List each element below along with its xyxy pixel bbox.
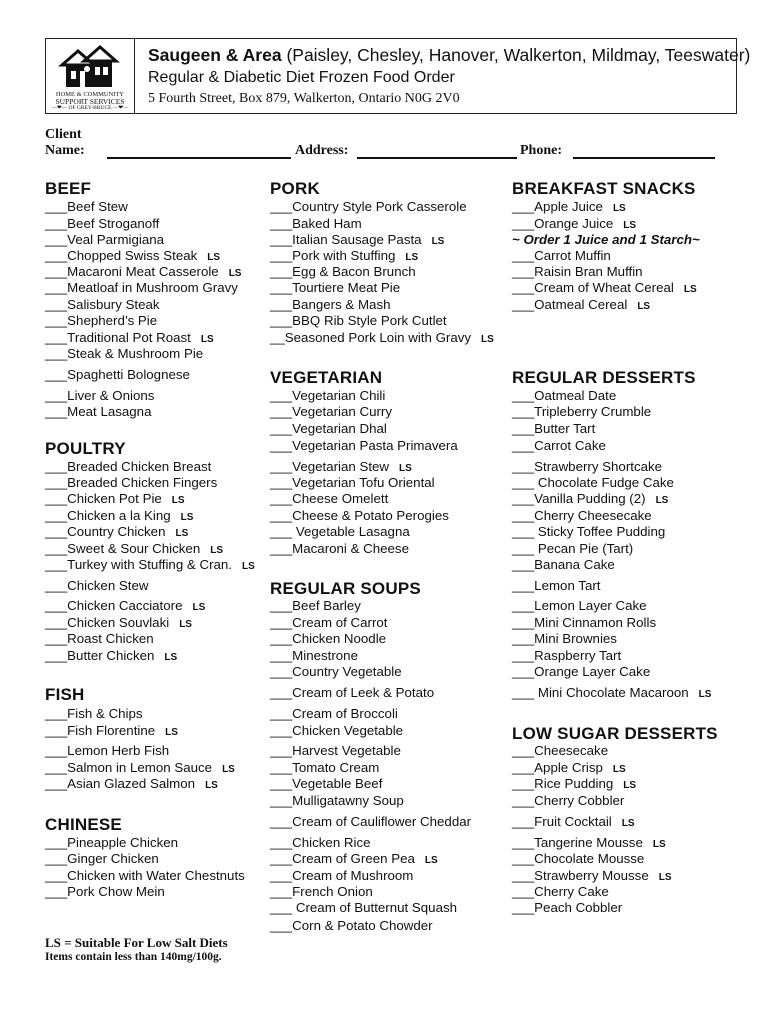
menu-item[interactable]: [270, 264, 416, 280]
menu-item[interactable]: [270, 900, 457, 916]
sodium-note: Items contain less than 140mg/100g.: [45, 951, 222, 963]
low-salt-badge: LS: [175, 528, 189, 539]
menu-item-label: ___Tangerine Mousse: [512, 835, 643, 850]
low-salt-badge: LS: [222, 764, 235, 775]
menu-item-label: ___Lemon Herb Fish: [45, 743, 170, 758]
menu-item-label: ___Meatloaf in Mushroom Gravy: [45, 280, 238, 295]
menu-item[interactable]: [270, 868, 413, 884]
low-salt-badge: LS: [171, 495, 185, 506]
title-towns: (Paisley, Chesley, Hanover, Walkerton, Mildmay, Teeswater): [281, 45, 751, 65]
menu-item-label: ___BBQ Rib Style Pork Cutlet: [270, 313, 447, 328]
menu-item[interactable]: [45, 557, 255, 575]
menu-item-label: ___Beef Barley: [270, 598, 361, 613]
menu-item-label: ___Carrot Cake: [512, 438, 606, 453]
menu-item-label: ___Cherry Cobbler: [512, 793, 625, 808]
menu-item[interactable]: [512, 884, 609, 900]
menu-item[interactable]: [512, 404, 651, 420]
menu-item-label: ___Vegetarian Curry: [270, 404, 392, 419]
low-salt-badge: LS: [399, 463, 412, 474]
menu-item-label: ___Chicken Noodle: [270, 631, 387, 646]
menu-item-label: ___Country Vegetable: [270, 664, 402, 679]
menu-item-label: ___Vegetarian Chili: [270, 388, 386, 403]
menu-item[interactable]: [270, 760, 379, 776]
menu-item-label: ___Italian Sausage Pasta: [270, 232, 422, 247]
menu-item[interactable]: [512, 541, 633, 557]
menu-item[interactable]: [45, 367, 190, 383]
menu-item-label: ___Spaghetti Bolognese: [45, 367, 190, 382]
menu-item-label: ___Meat Lasagna: [45, 404, 152, 419]
ls-legend: LS = Suitable For Low Salt Diets: [45, 935, 228, 950]
menu-item-label: ___Traditional Pot Roast: [45, 330, 191, 345]
menu-item-label: ___Fish & Chips: [45, 706, 143, 721]
phone-label: Phone:: [520, 143, 562, 158]
address-label: Address:: [295, 143, 349, 158]
menu-item[interactable]: [270, 216, 362, 232]
menu-item-label: ___Chicken Pot Pie: [45, 491, 162, 506]
menu-item[interactable]: [512, 664, 650, 680]
low-salt-badge: LS: [623, 220, 637, 231]
menu-item-label: ___Cheesecake: [512, 743, 609, 758]
low-salt-badge: LS: [180, 512, 194, 523]
menu-item-label: ___Fruit Cocktail: [512, 814, 612, 829]
menu-item[interactable]: [270, 851, 438, 869]
menu-item-label: ___Chicken a la King: [45, 508, 171, 523]
low-salt-badge: LS: [698, 689, 712, 700]
mailing-address: 5 Fourth Street, Box 879, Walkerton, Ontario N0G 2V0: [148, 91, 460, 106]
menu-item[interactable]: [270, 199, 467, 215]
menu-item-label: ___Tripleberry Crumble: [512, 404, 652, 419]
section-heading-fish: FISH: [45, 685, 85, 704]
menu-item-label: ___Pork Chow Mein: [45, 884, 165, 899]
menu-item[interactable]: [270, 404, 392, 420]
menu-item[interactable]: [512, 578, 600, 594]
menu-item[interactable]: [270, 438, 458, 454]
menu-item-label: ___Beef Stroganoff: [45, 216, 160, 231]
menu-item[interactable]: [45, 631, 154, 647]
menu-item-label: ___Vegetarian Pasta Primavera: [270, 438, 458, 453]
low-salt-badge: LS: [431, 236, 445, 247]
low-salt-badge: LS: [200, 334, 214, 345]
section-heading-breakfast-snacks: BREAKFAST SNACKS: [512, 179, 696, 198]
menu-item[interactable]: [512, 232, 700, 248]
menu-item-label: ___Apple Juice: [512, 199, 603, 214]
menu-item[interactable]: [270, 706, 398, 722]
menu-item-label: ~ Order 1 Juice and 1 Starch~: [512, 232, 700, 247]
menu-item-label: ___Cherry Cake: [512, 884, 609, 899]
menu-item-label: ___Mini Cinnamon Rolls: [512, 615, 657, 630]
menu-item[interactable]: [512, 743, 608, 759]
menu-item[interactable]: [512, 475, 674, 491]
menu-item-label: ___Macaroni & Cheese: [270, 541, 409, 556]
low-salt-badge: LS: [621, 818, 635, 829]
menu-item-label: ___Strawberry Mousse: [512, 868, 649, 883]
menu-item[interactable]: [270, 743, 401, 759]
menu-item[interactable]: [512, 615, 656, 631]
low-salt-badge: LS: [210, 545, 224, 556]
menu-item[interactable]: [45, 232, 164, 248]
low-salt-badge: LS: [242, 561, 255, 572]
menu-item[interactable]: [512, 776, 636, 794]
menu-item[interactable]: [270, 776, 382, 792]
menu-item[interactable]: [45, 404, 151, 420]
menu-item-label: ___Pork with Stuffing: [270, 248, 396, 263]
menu-item-label: ___ Mini Chocolate Macaroon: [512, 685, 689, 700]
section-heading-chinese: CHINESE: [45, 815, 122, 834]
menu-item[interactable]: [512, 851, 644, 867]
menu-item-label: ___Liver & Onions: [45, 388, 155, 403]
menu-item-label: ___Bangers & Mash: [270, 297, 391, 312]
section-heading-pork: PORK: [270, 179, 320, 198]
houses-icon: [58, 43, 122, 89]
address-field[interactable]: [357, 143, 517, 158]
section-heading-regular-soups: REGULAR SOUPS: [270, 579, 421, 598]
menu-item[interactable]: [45, 868, 245, 884]
section-heading-regular-desserts: REGULAR DESSERTS: [512, 368, 696, 387]
menu-item[interactable]: [45, 524, 188, 542]
menu-item[interactable]: [45, 313, 157, 329]
menu-item-label: ___Cream of Carrot: [270, 615, 388, 630]
menu-item-label: ___Turkey with Stuffing & Cran.: [45, 557, 232, 572]
menu-item-label: ___Butter Chicken: [45, 648, 155, 663]
menu-item-label: ___Country Chicken: [45, 524, 166, 539]
menu-item-label: ___French Onion: [270, 884, 373, 899]
menu-item-label: ___Harvest Vegetable: [270, 743, 401, 758]
menu-item[interactable]: [512, 199, 626, 217]
name-label: Name:: [45, 143, 85, 158]
low-salt-badge: LS: [612, 203, 626, 214]
menu-item-label: ___Beef Stew: [45, 199, 128, 214]
low-salt-badge: LS: [424, 855, 438, 866]
low-salt-badge: LS: [405, 252, 419, 263]
menu-item[interactable]: [270, 388, 385, 404]
menu-item[interactable]: [512, 557, 615, 573]
menu-item[interactable]: [45, 648, 177, 666]
low-salt-badge: LS: [164, 652, 178, 663]
menu-item[interactable]: [512, 631, 617, 647]
menu-item-label: ___Cream of Broccoli: [270, 706, 398, 721]
menu-item[interactable]: [512, 793, 624, 809]
low-salt-badge: LS: [652, 839, 666, 850]
menu-item-label: ___Strawberry Shortcake: [512, 459, 663, 474]
menu-item-label: ___Baked Ham: [270, 216, 362, 231]
logo-text-line1: HOME & COMMUNITY: [55, 91, 125, 98]
menu-item-label: ___Ginger Chicken: [45, 851, 159, 866]
menu-item[interactable]: [45, 459, 211, 475]
menu-item-label: ___Asian Glazed Salmon: [45, 776, 196, 791]
menu-item[interactable]: [270, 685, 434, 701]
menu-item[interactable]: [512, 248, 611, 264]
menu-item[interactable]: [512, 685, 711, 703]
menu-item-label: ___Minestrone: [270, 648, 358, 663]
menu-item-label: ___Vegetarian Tofu Oriental: [270, 475, 435, 490]
menu-item-label: ___Chocolate Mousse: [512, 851, 645, 866]
menu-item-label: ___Breaded Chicken Fingers: [45, 475, 218, 490]
menu-item[interactable]: [512, 421, 595, 437]
document-subtitle: Regular & Diabetic Diet Frozen Food Order: [148, 69, 455, 86]
menu-item-label: ___Steak & Mushroom Pie: [45, 346, 204, 361]
menu-item-label: ___Raspberry Tart: [512, 648, 622, 663]
menu-item-label: ___Chicken Rice: [270, 835, 371, 850]
menu-item-label: ___Vegetarian Stew: [270, 459, 390, 474]
low-salt-badge: LS: [228, 268, 242, 279]
menu-item-label: ___Salmon in Lemon Sauce: [45, 760, 213, 775]
menu-item[interactable]: [270, 421, 387, 437]
menu-item[interactable]: [512, 814, 635, 832]
menu-item-label: ___Lemon Tart: [512, 578, 601, 593]
menu-item[interactable]: [512, 438, 606, 454]
menu-item-label: ___Chicken Stew: [45, 578, 149, 593]
menu-item[interactable]: [45, 297, 160, 313]
menu-item[interactable]: [270, 508, 449, 524]
organization-logo: [46, 39, 135, 113]
low-salt-badge: LS: [481, 334, 494, 345]
menu-item-label: ___Fish Florentine: [45, 723, 156, 738]
name-field[interactable]: [107, 143, 291, 158]
menu-item-label: ___Cream of Wheat Cereal: [512, 280, 674, 295]
menu-item[interactable]: [270, 648, 358, 664]
section-heading-beef: BEEF: [45, 179, 92, 198]
menu-item-label: ___ Vegetable Lasagna: [270, 524, 410, 539]
menu-item[interactable]: [270, 313, 447, 329]
menu-item[interactable]: [45, 199, 128, 215]
menu-item-label: ___Shepherd’s Pie: [45, 313, 158, 328]
menu-item[interactable]: [45, 280, 238, 296]
menu-item[interactable]: [45, 706, 143, 722]
menu-item-label: ___Oatmeal Cereal: [512, 297, 628, 312]
phone-field[interactable]: [573, 143, 715, 158]
menu-item[interactable]: [270, 814, 471, 830]
menu-item-label: ___Cheese Omelett: [270, 491, 389, 506]
menu-item-label: ___Carrot Muffin: [512, 248, 611, 263]
menu-item[interactable]: [270, 297, 390, 313]
menu-item[interactable]: [270, 835, 371, 851]
menu-item-label: ___Orange Juice: [512, 216, 614, 231]
menu-item[interactable]: [45, 491, 185, 509]
menu-item-label: ___Chicken Cacciatore: [45, 598, 183, 613]
menu-item-label: ___Lemon Layer Cake: [512, 598, 647, 613]
menu-item[interactable]: [512, 508, 652, 524]
menu-item[interactable]: [512, 900, 622, 916]
menu-item-label: ___Chopped Swiss Steak: [45, 248, 198, 263]
menu-item[interactable]: [512, 648, 621, 664]
menu-item[interactable]: [45, 851, 159, 867]
title-bold: Saugeen & Area: [148, 45, 282, 65]
menu-item-label: ___Mulligatawny Soup: [270, 793, 404, 808]
menu-item[interactable]: [270, 491, 388, 507]
menu-item-label: ___Orange Layer Cake: [512, 664, 651, 679]
low-salt-badge: LS: [207, 252, 221, 263]
low-salt-badge: LS: [655, 495, 669, 506]
menu-item-label: ___Egg & Bacon Brunch: [270, 264, 416, 279]
menu-item[interactable]: [45, 578, 148, 594]
menu-item[interactable]: [45, 743, 169, 759]
menu-item[interactable]: [270, 884, 373, 900]
menu-item[interactable]: [512, 598, 647, 614]
menu-item-label: ___Chicken with Water Chestnuts: [45, 868, 245, 883]
menu-item[interactable]: [45, 346, 203, 362]
logo-text-line2: SUPPORT SERVICES: [55, 97, 125, 106]
logo-text-line3: —❤— OF GREY-BRUCE —❤—: [51, 105, 129, 111]
section-heading-low-sugar-desserts: LOW SUGAR DESSERTS: [512, 724, 718, 743]
menu-item[interactable]: [45, 776, 218, 794]
menu-item[interactable]: [270, 918, 433, 934]
section-heading-vegetarian: VEGETARIAN: [270, 368, 383, 387]
menu-item-label: ___Breaded Chicken Breast: [45, 459, 212, 474]
menu-item[interactable]: [270, 475, 435, 491]
menu-item[interactable]: [512, 524, 665, 540]
low-salt-badge: LS: [623, 780, 637, 791]
menu-item[interactable]: [512, 264, 643, 280]
menu-item-label: ___Corn & Potato Chowder: [270, 918, 433, 933]
menu-item-label: ___Apple Crisp: [512, 760, 603, 775]
menu-item[interactable]: [45, 216, 159, 232]
menu-item-label: ___Vegetable Beef: [270, 776, 383, 791]
menu-item[interactable]: [270, 524, 410, 540]
menu-item-label: ___ Chocolate Fudge Cake: [512, 475, 674, 490]
document-title: [148, 45, 750, 66]
low-salt-badge: LS: [612, 764, 626, 775]
menu-item[interactable]: [270, 793, 404, 809]
menu-item-label: ___Tourtiere Meat Pie: [270, 280, 401, 295]
low-salt-badge: LS: [165, 727, 178, 738]
client-label: Client: [45, 127, 82, 142]
menu-item-label: ___Tomato Cream: [270, 760, 380, 775]
menu-item[interactable]: [512, 297, 650, 315]
menu-item-label: ___ Cream of Butternut Squash: [270, 900, 458, 915]
menu-item-label: ___Cream of Cauliflower Cheddar: [270, 814, 472, 829]
menu-item-label: ___Butter Tart: [512, 421, 596, 436]
menu-item[interactable]: [270, 330, 494, 348]
menu-item[interactable]: [270, 280, 400, 296]
menu-item-label: ___Rice Pudding: [512, 776, 614, 791]
menu-item-label: ___Cream of Green Pea: [270, 851, 415, 866]
menu-item-label: ___ Sticky Toffee Pudding: [512, 524, 666, 539]
menu-item-label: ___Mini Brownies: [512, 631, 617, 646]
menu-item-label: ___Cream of Mushroom: [270, 868, 414, 883]
menu-item-label: ___Cheese & Potato Perogies: [270, 508, 449, 523]
menu-item-label: ___Peach Cobbler: [512, 900, 623, 915]
menu-item-label: ___Banana Cake: [512, 557, 615, 572]
menu-item[interactable]: [512, 280, 697, 298]
menu-item-label: ___Veal Parmigiana: [45, 232, 165, 247]
menu-item[interactable]: [270, 598, 361, 614]
menu-item-label: ___Raisin Bran Muffin: [512, 264, 643, 279]
menu-item[interactable]: [45, 723, 178, 741]
menu-item-label: ___Pineapple Chicken: [45, 835, 179, 850]
menu-item[interactable]: [270, 723, 403, 739]
menu-item[interactable]: [45, 475, 217, 491]
low-salt-badge: LS: [683, 284, 697, 295]
menu-item[interactable]: [45, 598, 205, 616]
menu-item[interactable]: [512, 388, 616, 404]
menu-item-label: ___Macaroni Meat Casserole: [45, 264, 219, 279]
menu-item-label: ___Chicken Souvlaki: [45, 615, 170, 630]
menu-item-label: ___Roast Chicken: [45, 631, 154, 646]
menu-item[interactable]: [270, 631, 386, 647]
menu-item[interactable]: [270, 541, 409, 557]
menu-item-label: ___Salisbury Steak: [45, 297, 160, 312]
low-salt-badge: LS: [192, 602, 206, 613]
low-salt-badge: LS: [205, 780, 218, 791]
menu-item[interactable]: [270, 615, 388, 631]
low-salt-badge: LS: [658, 872, 672, 883]
section-heading-poultry: POULTRY: [45, 439, 126, 458]
header-box: [45, 38, 751, 114]
low-salt-badge: LS: [179, 619, 192, 630]
menu-item-label: ___ Pecan Pie (Tart): [512, 541, 634, 556]
menu-item[interactable]: [512, 459, 662, 475]
menu-item-label: ___Cream of Leek & Potato: [270, 685, 435, 700]
menu-item-label: ___Chicken Vegetable: [270, 723, 404, 738]
menu-item[interactable]: [45, 835, 178, 851]
menu-item-label: ___Vanilla Pudding (2): [512, 491, 646, 506]
menu-item[interactable]: [45, 884, 165, 900]
menu-item[interactable]: [512, 491, 668, 509]
menu-item-label: ___Vegetarian Dhal: [270, 421, 387, 436]
menu-item[interactable]: [45, 388, 154, 404]
menu-item-label: ___Sweet & Sour Chicken: [45, 541, 201, 556]
low-salt-badge: LS: [637, 301, 651, 312]
menu-item-label: ___Country Style Pork Casserole: [270, 199, 467, 214]
menu-item-label: __Seasoned Pork Loin with Gravy: [270, 330, 472, 345]
menu-item-label: ___Oatmeal Date: [512, 388, 617, 403]
menu-item[interactable]: [270, 664, 402, 680]
menu-item-label: ___Cherry Cheesecake: [512, 508, 652, 523]
